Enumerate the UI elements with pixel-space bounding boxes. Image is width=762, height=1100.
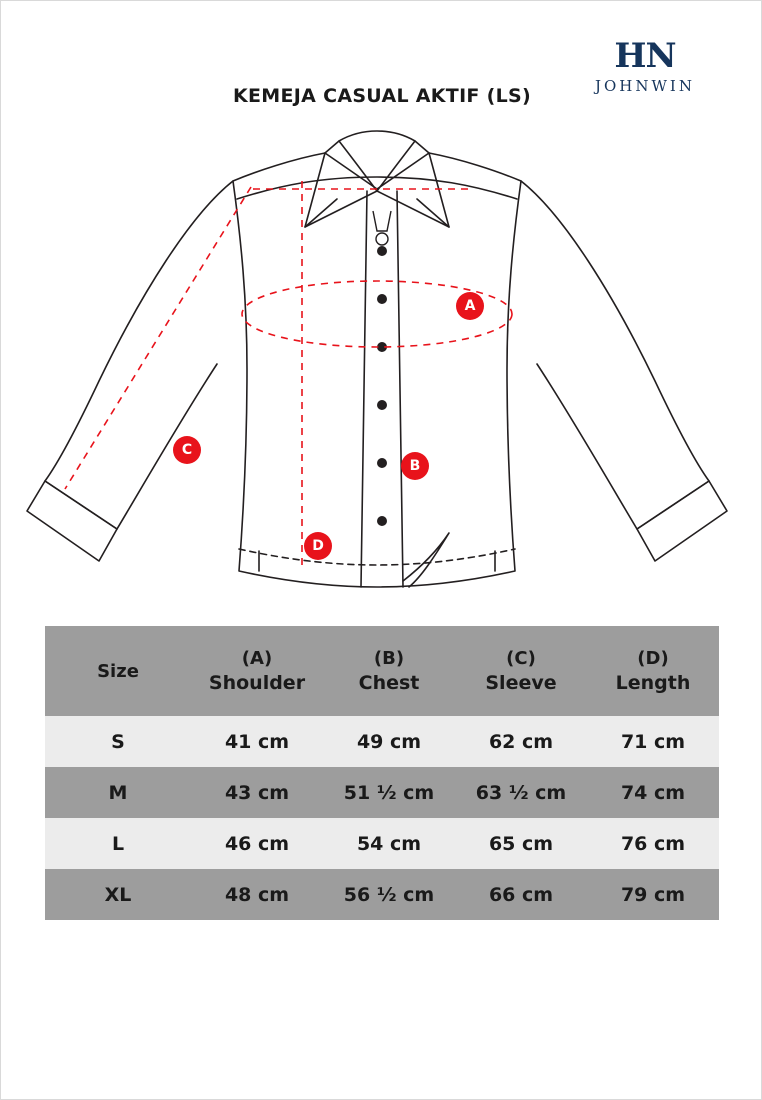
header-length-label: Length — [615, 672, 691, 694]
cell-length: 79 cm — [587, 869, 719, 920]
table-row — [45, 716, 719, 767]
header-size-top: Size — [97, 660, 139, 682]
header-length-code: (D) — [637, 648, 669, 669]
table-row — [45, 767, 719, 818]
shirt-illustration — [21, 119, 743, 609]
cell-shoulder: 48 cm — [191, 869, 323, 920]
cell-sleeve: 62 cm — [455, 716, 587, 767]
header-chest-label: Chest — [358, 672, 420, 694]
cell-chest: 51 ½ cm — [323, 767, 455, 818]
cell-length: 76 cm — [587, 818, 719, 869]
cell-size: M — [45, 767, 191, 818]
header-shoulder — [191, 626, 323, 716]
page-title: KEMEJA CASUAL AKTIF (LS) — [233, 85, 531, 107]
cell-chest: 54 cm — [323, 818, 455, 869]
header-size — [45, 626, 191, 716]
header-sleeve-code: (C) — [506, 648, 536, 669]
size-table — [45, 626, 719, 920]
cell-chest: 49 cm — [323, 716, 455, 767]
marker-c: C — [173, 436, 201, 464]
marker-d: D — [304, 532, 332, 560]
cell-shoulder: 43 cm — [191, 767, 323, 818]
header-sleeve — [455, 626, 587, 716]
shirt-buttons — [377, 246, 387, 526]
header-chest-code: (B) — [373, 648, 405, 669]
header-shoulder-label: Shoulder — [208, 672, 306, 694]
cell-sleeve: 65 cm — [455, 818, 587, 869]
header-sleeve-label: Sleeve — [485, 672, 557, 694]
cell-shoulder: 41 cm — [191, 716, 323, 767]
marker-a: A — [456, 292, 484, 320]
garment-diagram — [21, 119, 743, 609]
header-shoulder-code: (A) — [241, 648, 273, 669]
header-chest — [323, 626, 455, 716]
cell-sleeve: 66 cm — [455, 869, 587, 920]
table-header-row — [45, 626, 719, 716]
cell-shoulder: 46 cm — [191, 818, 323, 869]
table-row — [45, 818, 719, 869]
cell-sleeve: 63 ½ cm — [455, 767, 587, 818]
cell-chest: 56 ½ cm — [323, 869, 455, 920]
marker-b: B — [401, 452, 429, 480]
cell-size: L — [45, 818, 191, 869]
brand-name: JOHNWIN — [595, 77, 695, 95]
cell-length: 71 cm — [587, 716, 719, 767]
header-length — [587, 626, 719, 716]
cell-size: XL — [45, 869, 191, 920]
size-table-body — [45, 716, 719, 920]
brand-monogram: HN — [614, 36, 676, 76]
table-row — [45, 869, 719, 920]
cell-size: S — [45, 716, 191, 767]
size-table-header — [45, 626, 719, 716]
cell-length: 74 cm — [587, 767, 719, 818]
